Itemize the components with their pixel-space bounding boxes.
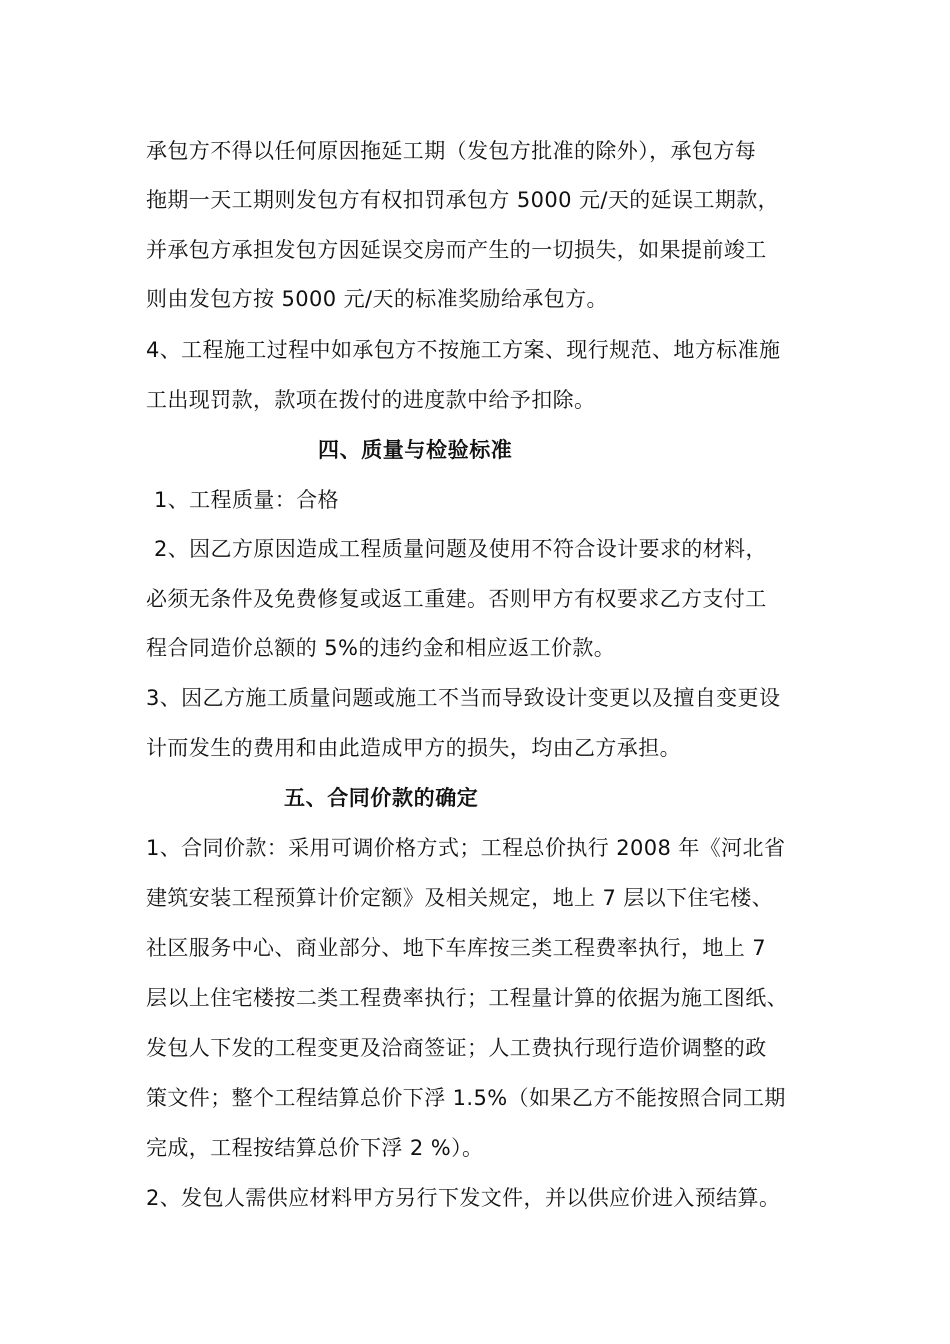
paragraph-line: 程合同造价总额的 5%的违约金和相应返工价款。 [146,636,616,660]
paragraph-line: 1、合同价款：采用可调价格方式；工程总价执行 2008 年《河北省 [146,836,786,860]
paragraph-line: 社区服务中心、商业部分、地下车库按三类工程费率执行，地上 7 [146,936,767,960]
paragraph-line: 2、发包人需供应材料甲方另行下发文件，并以供应价进入预结算。 [146,1186,781,1210]
paragraph-line: 拖期一天工期则发包方有权扣罚承包方 5000 元/天的延误工期款， [146,188,780,212]
paragraph-line: 并承包方承担发包方因延误交房而产生的一切损失，如果提前竣工 [146,238,767,262]
paragraph-line: 计而发生的费用和由此造成甲方的损失，均由乙方承担。 [146,736,681,760]
paragraph-line: 策文件；整个工程结算总价下浮 1.5%（如果乙方不能按照合同工期 [146,1086,786,1110]
paragraph-line: 层以上住宅楼按二类工程费率执行；工程量计算的依据为施工图纸、 [146,986,788,1010]
paragraph-line: 承包方不得以任何原因拖延工期（发包方批准的除外），承包方每 [146,139,757,163]
paragraph-line: 1、工程质量：合格 [154,488,339,512]
paragraph-line: 建筑安装工程预算计价定额》及相关规定，地上 7 层以下住宅楼、 [146,886,774,910]
paragraph-line: 则由发包方按 5000 元/天的标准奖励给承包方。 [146,287,608,311]
section-heading: 五、合同价款的确定 [284,786,479,810]
paragraph-line: 完成，工程按结算总价下浮 2 %）。 [146,1136,484,1160]
paragraph-line: 工出现罚款，款项在拨付的进度款中给予扣除。 [146,388,596,412]
paragraph-line: 3、因乙方施工质量问题或施工不当而导致设计变更以及擅自变更设 [146,686,781,710]
paragraph-line: 4、工程施工过程中如承包方不按施工方案、现行规范、地方标准施 [146,338,781,362]
paragraph-line: 必须无条件及免费修复或返工重建。否则甲方有权要求乙方支付工 [146,587,767,611]
section-heading: 四、质量与检验标准 [318,438,513,462]
paragraph-line: 发包人下发的工程变更及洽商签证；人工费执行现行造价调整的政 [146,1036,767,1060]
paragraph-line: 2、因乙方原因造成工程质量问题及使用不符合设计要求的材料， [154,537,767,561]
